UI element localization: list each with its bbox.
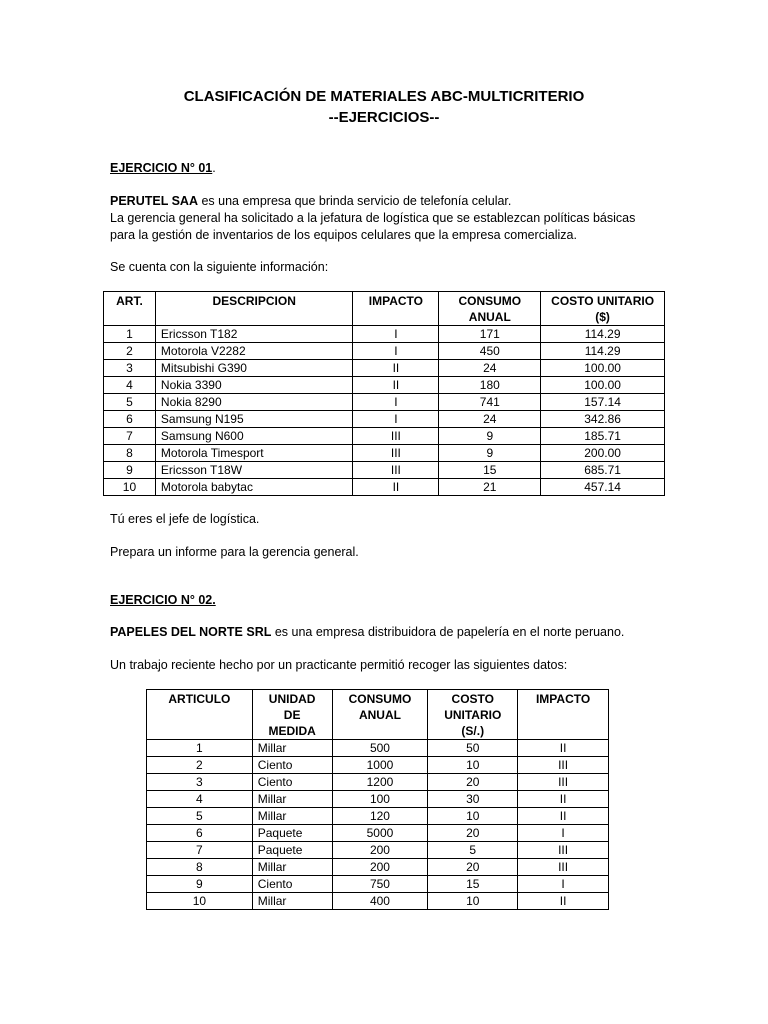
cell-impacto: II [353, 360, 439, 377]
table-row [147, 740, 609, 757]
table-row [147, 876, 609, 893]
exercise-2-intro-rest: es una empresa distribuidora de papelería en el norte peruano. [271, 625, 625, 639]
table-row [104, 479, 665, 496]
cell-costo: 20 [428, 825, 518, 842]
cell-impacto: III [353, 462, 439, 479]
table-row [147, 757, 609, 774]
cell-costo: 157.14 [541, 394, 665, 411]
intro-line1-rest: es una empresa que brinda servicio de telefonía celular. [197, 194, 512, 208]
exercise-1-info: Se cuenta con la siguiente información: [110, 260, 329, 274]
header-impacto: IMPACTO [518, 690, 609, 740]
cell-unidad: Paquete [252, 825, 332, 842]
cell-costo: 114.29 [541, 343, 665, 360]
cell-impacto: III [518, 859, 609, 876]
cell-impacto: II [518, 808, 609, 825]
cell-art: 7 [104, 428, 156, 445]
header-impacto: IMPACTO [353, 292, 439, 326]
cell-consumo: 750 [332, 876, 428, 893]
table-row [104, 462, 665, 479]
cell-impacto: II [353, 479, 439, 496]
cell-unidad: Millar [252, 859, 332, 876]
cell-descripcion: Ericsson T18W [155, 462, 353, 479]
cell-consumo: 171 [439, 326, 541, 343]
company-name-1: PERUTEL SAA [110, 194, 198, 208]
header-consumo-anual: CONSUMO ANUAL [332, 690, 428, 740]
cell-costo: 342.86 [541, 411, 665, 428]
cell-unidad: Ciento [252, 876, 332, 893]
cell-consumo: 180 [439, 377, 541, 394]
cell-descripcion: Mitsubishi G390 [155, 360, 353, 377]
exercise-1-heading [110, 160, 670, 177]
cell-costo: 20 [428, 859, 518, 876]
exercise-2-table [146, 689, 609, 910]
exercise-1-intro-line3: para la gestión de inventarios de los equipos celulares que la empresa comercializa. [110, 228, 577, 242]
cell-articulo: 7 [147, 842, 253, 859]
table-row [147, 774, 609, 791]
cell-art: 2 [104, 343, 156, 360]
cell-costo: 15 [428, 876, 518, 893]
cell-articulo: 6 [147, 825, 253, 842]
cell-articulo: 1 [147, 740, 253, 757]
cell-impacto: I [353, 411, 439, 428]
cell-consumo: 5000 [332, 825, 428, 842]
header-consumo-anual: CONSUMO ANUAL [439, 292, 541, 326]
table-row [104, 411, 665, 428]
cell-art: 5 [104, 394, 156, 411]
cell-consumo: 1200 [332, 774, 428, 791]
table-row [104, 377, 665, 394]
cell-descripcion: Motorola Timesport [155, 445, 353, 462]
cell-consumo: 500 [332, 740, 428, 757]
cell-impacto: II [518, 893, 609, 910]
cell-costo: 685.71 [541, 462, 665, 479]
exercise-1-intro-line2: La gerencia general ha solicitado a la jefatura de logística que se establezcan políticas básicas [110, 211, 636, 225]
cell-unidad: Paquete [252, 842, 332, 859]
cell-impacto: III [353, 445, 439, 462]
cell-art: 10 [104, 479, 156, 496]
exercise-1-intro-line1 [110, 193, 670, 210]
cell-costo: 185.71 [541, 428, 665, 445]
cell-costo: 10 [428, 893, 518, 910]
exercise-1-heading-suffix: . [212, 161, 216, 175]
cell-art: 3 [104, 360, 156, 377]
cell-impacto: I [518, 825, 609, 842]
exercise-1-heading-text: EJERCICIO N° 01 [110, 161, 213, 175]
cell-descripcion: Ericsson T182 [155, 326, 353, 343]
table-row [147, 808, 609, 825]
exercise-2-data-intro: Un trabajo reciente hecho por un practicante permitió recoger las siguientes datos: [110, 658, 568, 672]
cell-descripcion: Samsung N195 [155, 411, 353, 428]
table-row [147, 791, 609, 808]
cell-impacto: III [518, 757, 609, 774]
cell-art: 4 [104, 377, 156, 394]
cell-descripcion: Motorola babytac [155, 479, 353, 496]
cell-consumo: 24 [439, 360, 541, 377]
cell-articulo: 2 [147, 757, 253, 774]
cell-costo: 457.14 [541, 479, 665, 496]
cell-consumo: 21 [439, 479, 541, 496]
cell-impacto: I [518, 876, 609, 893]
cell-consumo: 9 [439, 445, 541, 462]
cell-impacto: II [518, 740, 609, 757]
cell-descripcion: Samsung N600 [155, 428, 353, 445]
cell-consumo: 200 [332, 842, 428, 859]
cell-articulo: 8 [147, 859, 253, 876]
table-row [147, 859, 609, 876]
cell-consumo: 741 [439, 394, 541, 411]
table-header-row [147, 690, 609, 740]
cell-impacto: II [353, 377, 439, 394]
table-header-row [104, 292, 665, 326]
cell-costo: 20 [428, 774, 518, 791]
table-row [147, 893, 609, 910]
company-name-2: PAPELES DEL NORTE SRL [110, 625, 272, 639]
cell-art: 1 [104, 326, 156, 343]
cell-art: 6 [104, 411, 156, 428]
table-row [104, 343, 665, 360]
cell-articulo: 5 [147, 808, 253, 825]
exercise-1-table [103, 291, 665, 496]
cell-consumo: 120 [332, 808, 428, 825]
cell-articulo: 9 [147, 876, 253, 893]
cell-costo: 10 [428, 808, 518, 825]
document-subtitle: --EJERCICIOS-- [328, 109, 440, 126]
exercise-1-role: Tú eres el jefe de logística. [110, 512, 260, 526]
table-row [104, 445, 665, 462]
cell-consumo: 9 [439, 428, 541, 445]
header-art: ART. [104, 292, 156, 326]
header-costo-unitario: COSTO UNITARIO ($) [541, 292, 665, 326]
table-row [104, 428, 665, 445]
cell-impacto: I [353, 343, 439, 360]
cell-impacto: III [518, 774, 609, 791]
cell-costo: 5 [428, 842, 518, 859]
header-articulo: ARTICULO [147, 690, 253, 740]
cell-unidad: Millar [252, 791, 332, 808]
document-title: CLASIFICACIÓN DE MATERIALES ABC-MULTICRITERIO [183, 88, 585, 105]
header-unidad-de-medida: UNIDAD DE MEDIDA [252, 690, 332, 740]
exercise-2-intro [110, 624, 670, 641]
exercise-2-heading [110, 592, 670, 609]
cell-costo: 10 [428, 757, 518, 774]
cell-consumo: 100 [332, 791, 428, 808]
exercise-2-heading-text: EJERCICIO N° 02. [110, 593, 216, 607]
cell-articulo: 4 [147, 791, 253, 808]
cell-descripcion: Nokia 3390 [155, 377, 353, 394]
cell-costo: 30 [428, 791, 518, 808]
table-row [104, 326, 665, 343]
cell-costo: 114.29 [541, 326, 665, 343]
header-descripcion: DESCRIPCION [155, 292, 353, 326]
cell-unidad: Millar [252, 893, 332, 910]
cell-costo: 100.00 [541, 377, 665, 394]
cell-impacto: I [353, 394, 439, 411]
cell-unidad: Millar [252, 808, 332, 825]
cell-consumo: 400 [332, 893, 428, 910]
cell-costo: 200.00 [541, 445, 665, 462]
table-row [104, 360, 665, 377]
cell-unidad: Ciento [252, 774, 332, 791]
cell-descripcion: Motorola V2282 [155, 343, 353, 360]
cell-unidad: Ciento [252, 757, 332, 774]
cell-descripcion: Nokia 8290 [155, 394, 353, 411]
table-row [104, 394, 665, 411]
cell-consumo: 450 [439, 343, 541, 360]
table-row [147, 825, 609, 842]
cell-consumo: 15 [439, 462, 541, 479]
cell-impacto: III [353, 428, 439, 445]
cell-articulo: 10 [147, 893, 253, 910]
cell-costo: 100.00 [541, 360, 665, 377]
cell-unidad: Millar [252, 740, 332, 757]
cell-consumo: 200 [332, 859, 428, 876]
cell-articulo: 3 [147, 774, 253, 791]
cell-consumo: 1000 [332, 757, 428, 774]
cell-costo: 50 [428, 740, 518, 757]
cell-impacto: II [518, 791, 609, 808]
cell-consumo: 24 [439, 411, 541, 428]
header-costo-unitario: COSTO UNITARIO (S/.) [428, 690, 518, 740]
cell-impacto: I [353, 326, 439, 343]
table-row [147, 842, 609, 859]
cell-art: 8 [104, 445, 156, 462]
cell-impacto: III [518, 842, 609, 859]
cell-art: 9 [104, 462, 156, 479]
exercise-1-task: Prepara un informe para la gerencia general. [110, 545, 359, 559]
